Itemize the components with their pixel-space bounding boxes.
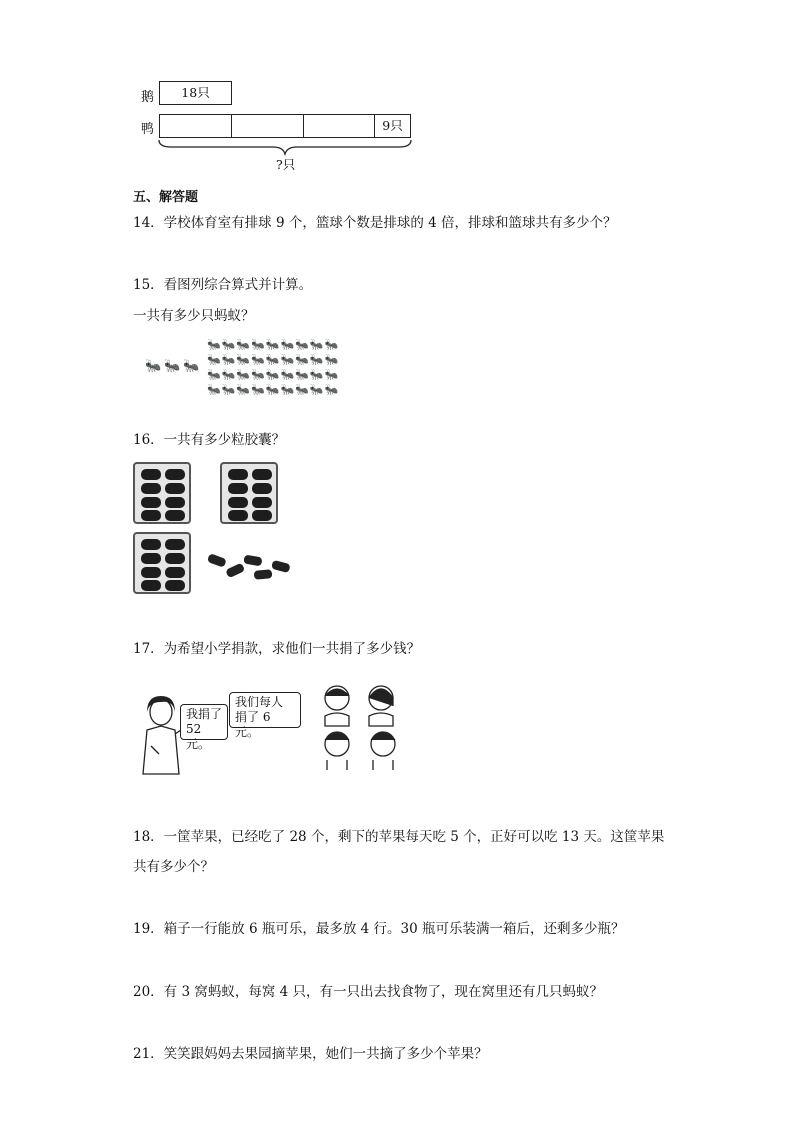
speech-bubble-right: [229, 692, 301, 739]
question-16: 16．一共有多少粒胶囊？: [133, 432, 286, 448]
question-17: 17．为希望小学捐款，求他们一共捐了多少钱？: [133, 641, 421, 657]
bubble-left-line2: 52 元。: [186, 722, 211, 751]
duck-bar-segment: [231, 114, 304, 138]
ant-group-large: 🐜🐜🐜🐜🐜🐜🐜🐜🐜 🐜🐜🐜🐜🐜🐜🐜🐜🐜 🐜🐜🐜🐜🐜🐜🐜🐜🐜 🐜🐜🐜🐜🐜🐜🐜🐜🐜: [207, 338, 340, 396]
question-21: 21．笑笑跟妈妈去果园摘苹果，她们一共摘了多少个苹果？: [133, 1046, 488, 1062]
question-19: 19．箱子一行能放 6 瓶可乐，最多放 4 行。30 瓶可乐装满一箱后，还剩多少瓶？: [133, 921, 625, 937]
goose-bar: 18只: [159, 81, 232, 105]
question-20: 20．有 3 窝蚂蚁，每窝 4 只，有一只出去找食物了，现在窝里还有几只蚂蚁？: [133, 984, 604, 1000]
goose-label: 鹅: [141, 90, 155, 105]
capsule-pack: [133, 532, 191, 594]
question-15: 15．看图列综合算式并计算。: [133, 277, 313, 293]
capsule-pack: [133, 462, 191, 524]
question-18-line2: 共有多少个？: [133, 859, 214, 875]
bubble-right-line1: 我们每人: [235, 695, 284, 709]
duck-bar-segment: [159, 114, 232, 138]
question-14: 14．学校体育室有排球 9 个，篮球个数是排球的 4 倍，排球和篮球共有多少个？: [133, 215, 617, 231]
capsule-pack: [220, 462, 278, 524]
duck-bar-segment: [303, 114, 375, 138]
section-title: 五、解答题: [133, 190, 199, 205]
question-18: 18．一筐苹果，已经吃了 28 个，剩下的苹果每天吃 5 个，正好可以吃 13 天。这筐苹果: [133, 829, 665, 845]
bubble-right-line2: 捐了 6 元。: [235, 710, 271, 739]
bubble-left-line1: 我捐了: [186, 707, 223, 721]
loose-capsules: [206, 550, 296, 584]
total-label: ?只: [276, 157, 296, 172]
students-figures: [315, 682, 411, 772]
question-15-sub: 一共有多少只蚂蚁？: [133, 308, 255, 324]
ant-group-small: 🐜🐜🐜: [145, 359, 203, 374]
speech-bubble-left: [180, 704, 228, 751]
duck-label: 鸭: [141, 122, 155, 137]
duck-bar-extra: 9只: [374, 114, 411, 138]
